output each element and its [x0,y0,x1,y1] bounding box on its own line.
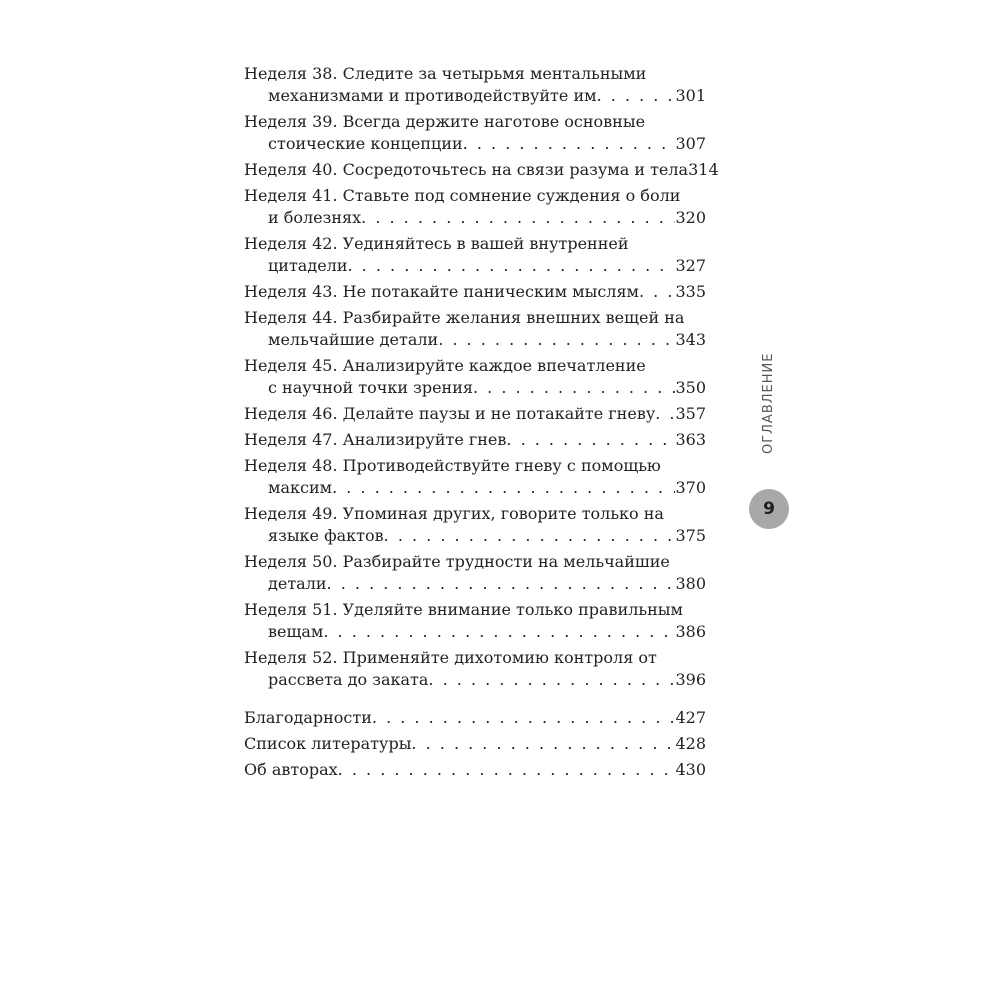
toc-entry-title-continued: и болезнях [268,208,362,227]
toc-page-number: 430 [675,760,706,779]
toc-page-number: 363 [675,430,706,449]
toc-entry-title: Неделя 47. Анализируйте гнев [244,430,507,449]
dot-leader [327,573,676,595]
toc-entry-title-continued: мельчайшие детали [268,330,439,349]
dot-leader [332,477,675,499]
toc-page-number: 370 [675,478,706,497]
toc-entry-title: Список литературы [244,734,412,753]
section-label: ОГЛАВЛЕНИЕ [761,352,776,454]
toc-entry-title: Неделя 50. Разбирайте трудности на мельчайшие [244,552,670,571]
dot-leader [384,525,676,547]
toc-entry-title: Благодарности [244,708,372,727]
toc-page-number: 427 [675,708,706,727]
toc-entry-week-46[interactable] [244,403,706,425]
dot-leader [463,133,676,155]
toc-entry-title: Неделя 38. Следите за четырьмя ментальными [244,64,647,83]
toc-entry-title: Неделя 44. Разбирайте желания внешних вещей на [244,308,685,327]
toc-page-number: 350 [675,378,706,397]
toc-entry-title: Неделя 43. Не потакайте паническим мыслям [244,282,639,301]
toc-entry-week-44[interactable] [244,307,706,351]
toc-entry-bibliography[interactable] [244,733,706,755]
toc-entry-week-40[interactable] [244,159,719,181]
toc-page-number: 396 [675,670,706,689]
dot-leader [348,255,676,277]
dot-leader [506,429,675,451]
dot-leader [639,281,675,303]
toc-entry-week-41[interactable] [244,185,706,229]
toc-entry-title-continued: максим [268,478,333,497]
toc-entry-title: Неделя 42. Уединяйтесь в вашей внутренней [244,234,629,253]
toc-entry-week-43[interactable] [244,281,706,303]
toc-entry-week-39[interactable] [244,111,706,155]
page-number-badge: 9 [749,489,789,529]
toc-entry-title-continued: рассвета до заката [268,670,429,689]
toc-page-number: 357 [675,404,706,423]
toc-entry-week-52[interactable] [244,647,706,691]
toc-entry-week-49[interactable] [244,503,706,547]
dot-leader [473,377,675,399]
toc-page-number: 314 [688,160,719,179]
toc-entry-title-continued: механизмами и противодействуйте им [268,86,597,105]
dot-leader [428,669,675,691]
toc-entry-week-42[interactable] [244,233,706,277]
toc-entry-title: Неделя 46. Делайте паузы и не потакайте гневу [244,404,656,423]
toc-entry-acknowledgements[interactable] [244,707,706,729]
toc-page-number: 320 [675,208,706,227]
toc-page-number: 428 [675,734,706,753]
table-of-contents [244,63,719,785]
dot-leader [655,403,675,425]
toc-entry-week-38[interactable] [244,63,706,107]
toc-page-number: 375 [675,526,706,545]
toc-page-number: 307 [675,134,706,153]
toc-entry-title-continued: детали [268,574,327,593]
dot-leader [361,207,675,229]
toc-entry-title: Неделя 40. Сосредоточьтесь на связи разума и тела [244,160,689,179]
toc-entry-week-47[interactable] [244,429,706,451]
toc-entry-title: Об авторах [244,760,338,779]
toc-entry-week-48[interactable] [244,455,706,499]
toc-entry-title-continued: цитадели [268,256,348,275]
dot-leader [338,759,676,781]
toc-entry-about-authors[interactable] [244,759,706,781]
dot-leader [411,733,675,755]
dot-leader [323,621,675,643]
toc-entry-title: Неделя 45. Анализируйте каждое впечатление [244,356,646,375]
toc-entry-title: Неделя 52. Применяйте дихотомию контроля от [244,648,657,667]
toc-page-number: 386 [675,622,706,641]
toc-entry-title: Неделя 39. Всегда держите наготове основные [244,112,646,131]
toc-page-number: 335 [675,282,706,301]
toc-page-number: 327 [675,256,706,275]
toc-entry-title-continued: с научной точки зрения [268,378,473,397]
dot-leader [372,707,676,729]
toc-entry-title: Неделя 49. Упоминая других, говорите только на [244,504,664,523]
toc-entry-title-continued: вещам [268,622,324,641]
toc-entry-title-continued: языке фактов [268,526,384,545]
toc-entry-title: Неделя 41. Ставьте под сомнение суждения о боли [244,186,681,205]
toc-entry-week-51[interactable] [244,599,706,643]
toc-entry-title: Неделя 48. Противодействуйте гневу с помощью [244,456,661,475]
toc-entry-week-45[interactable] [244,355,706,399]
toc-page-number: 343 [675,330,706,349]
toc-entry-title: Неделя 51. Уделяйте внимание только правильным [244,600,683,619]
toc-page-number: 301 [675,86,706,105]
toc-page-number: 380 [675,574,706,593]
toc-entry-week-50[interactable] [244,551,706,595]
toc-entry-title-continued: стоические концепции [268,134,463,153]
dot-leader [438,329,675,351]
dot-leader [597,85,676,107]
